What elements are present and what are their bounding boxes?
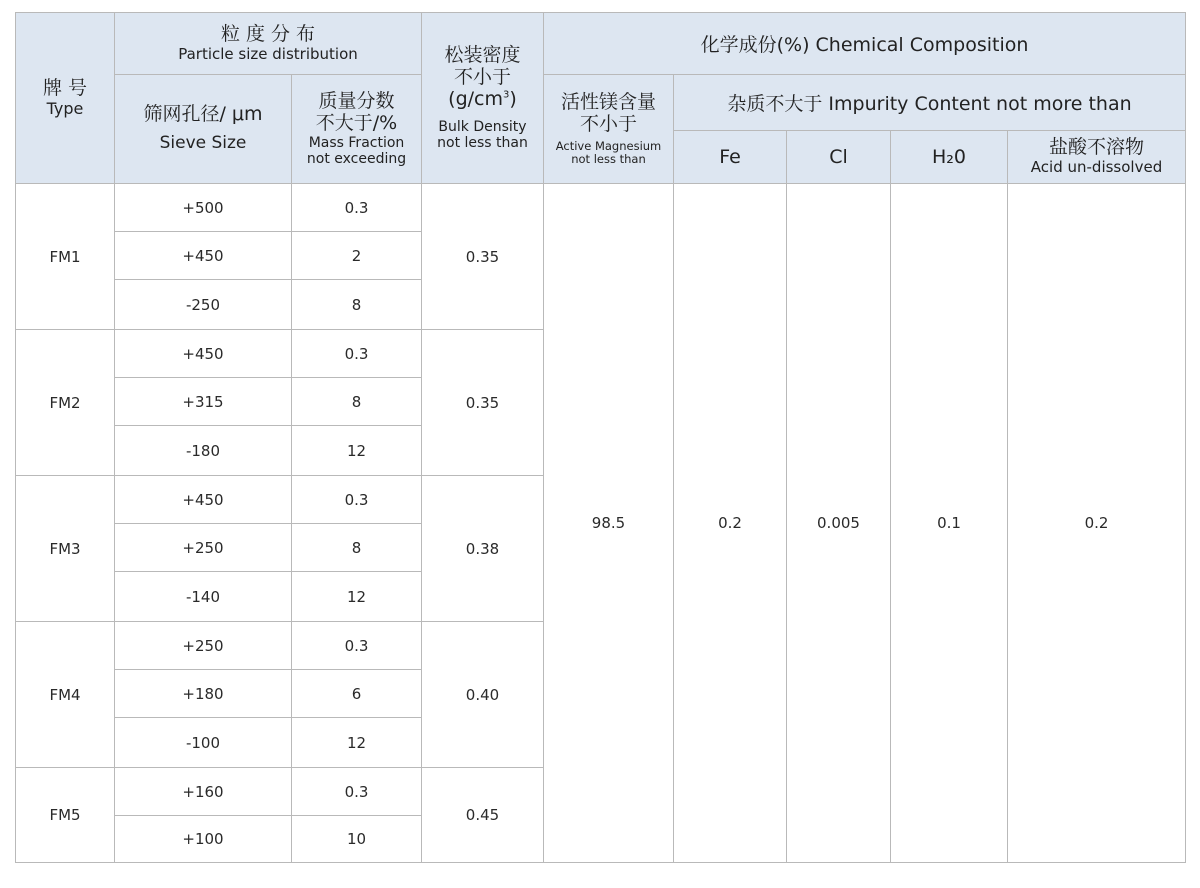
bulk-density-header-zh: 松装密度 不小于 <box>444 44 521 88</box>
density-cell: 0.45 <box>422 768 544 863</box>
mass-cell: 8 <box>292 280 422 330</box>
sieve-cell: +315 <box>115 378 292 426</box>
type-cell: FM3 <box>16 476 115 622</box>
sieve-size-header-zh: 筛网孔径/ μm <box>143 103 263 126</box>
density-cell: 0.35 <box>422 330 544 476</box>
cl-header: Cl <box>787 131 891 184</box>
active-magnesium-header-en: Active Magnesium not less than <box>555 138 662 166</box>
mass-cell: 0.3 <box>292 184 422 232</box>
fe-cell: 0.2 <box>674 184 787 863</box>
mass-cell: 0.3 <box>292 768 422 816</box>
chemical-composition-header: 化学成份(%) Chemical Composition <box>544 13 1186 75</box>
active-magnesium-header-zh: 活性镁含量 不小于 <box>560 90 656 135</box>
mass-cell: 8 <box>292 378 422 426</box>
mass-cell: 12 <box>292 718 422 768</box>
type-cell: FM1 <box>16 184 115 330</box>
impurity-header: 杂质不大于 Impurity Content not more than <box>674 75 1186 131</box>
bulk-density-header-en: Bulk Density not less than <box>437 118 528 151</box>
sieve-cell: -250 <box>115 280 292 330</box>
h2o-header: H₂0 <box>891 131 1008 184</box>
acid-cell: 0.2 <box>1008 184 1186 863</box>
spec-table <box>15 12 1186 863</box>
mass-cell: 0.3 <box>292 476 422 524</box>
sieve-cell: +250 <box>115 524 292 572</box>
density-cell: 0.38 <box>422 476 544 622</box>
sieve-cell: +100 <box>115 816 292 863</box>
sieve-cell: -100 <box>115 718 292 768</box>
bulk-density-header <box>422 13 544 184</box>
mass-cell: 6 <box>292 670 422 718</box>
mass-fraction-header-zh: 质量分数 不大于/% <box>315 90 398 134</box>
sieve-cell: -180 <box>115 426 292 476</box>
mass-fraction-header-en: Mass Fraction not exceeding <box>306 134 407 167</box>
mass-cell: 0.3 <box>292 622 422 670</box>
mass-cell: 12 <box>292 426 422 476</box>
acid-header-en: Acid un-dissolved <box>1030 158 1163 177</box>
table-body <box>16 184 1186 863</box>
bulk-density-unit: $(g/cm^3)$ <box>448 87 517 110</box>
mass-cell: 8 <box>292 524 422 572</box>
cl-cell: 0.005 <box>787 184 891 863</box>
type-cell: FM4 <box>16 622 115 768</box>
mass-fraction-header <box>292 75 422 184</box>
type-header <box>16 13 115 184</box>
sieve-cell: -140 <box>115 572 292 622</box>
table-header <box>16 13 1186 184</box>
density-cell: 0.40 <box>422 622 544 768</box>
particle-header-en: Particle size distribution <box>178 44 358 63</box>
acid-header <box>1008 131 1186 184</box>
sieve-cell: +160 <box>115 768 292 816</box>
table-row <box>16 184 1186 232</box>
sieve-cell: +180 <box>115 670 292 718</box>
fe-header: Fe <box>674 131 787 184</box>
particle-header-zh: 粒 度 分 布 <box>220 22 316 45</box>
sieve-cell: +450 <box>115 330 292 378</box>
active-mg-cell: 98.5 <box>544 184 674 863</box>
particle-header <box>115 13 422 75</box>
mass-cell: 0.3 <box>292 330 422 378</box>
density-cell: 0.35 <box>422 184 544 330</box>
sieve-size-header-en: Sieve Size <box>159 133 247 154</box>
sieve-size-header <box>115 75 292 184</box>
type-header-en: Type <box>46 98 84 118</box>
h2o-cell: 0.1 <box>891 184 1008 863</box>
type-cell: FM2 <box>16 330 115 476</box>
sieve-cell: +250 <box>115 622 292 670</box>
sieve-cell: +450 <box>115 476 292 524</box>
mass-cell: 2 <box>292 232 422 280</box>
sieve-cell: +500 <box>115 184 292 232</box>
mass-cell: 12 <box>292 572 422 622</box>
acid-header-zh: 盐酸不溶物 <box>1049 136 1145 159</box>
active-magnesium-header <box>544 75 674 184</box>
type-cell: FM5 <box>16 768 115 863</box>
type-header-zh: 牌 号 <box>42 76 88 99</box>
mass-cell: 10 <box>292 816 422 863</box>
sieve-cell: +450 <box>115 232 292 280</box>
